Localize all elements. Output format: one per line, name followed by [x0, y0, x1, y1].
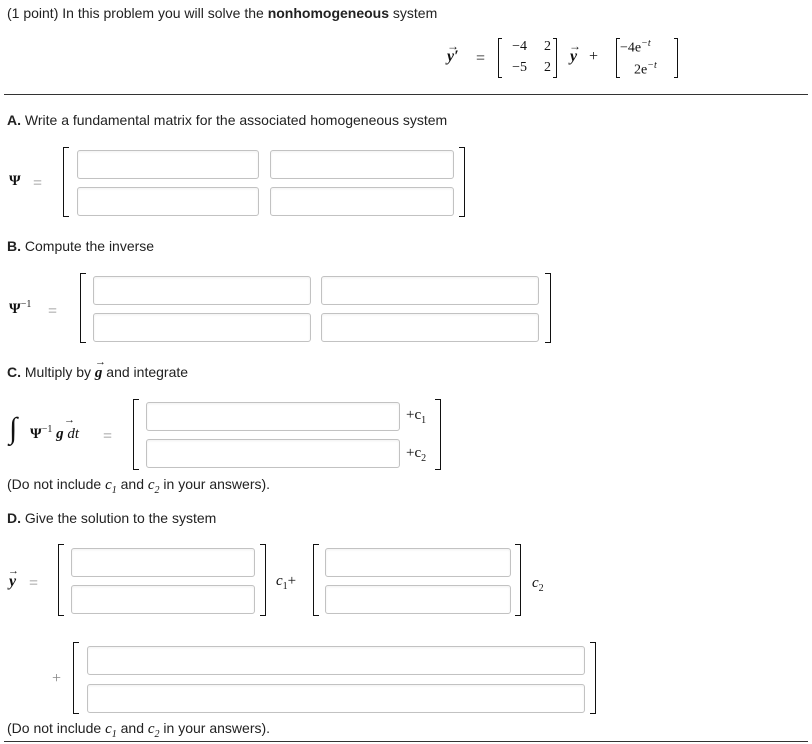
intro-text: In this problem you will solve the	[58, 5, 268, 21]
integral-entry-2[interactable]	[146, 439, 400, 468]
matrix-right-bracket	[545, 273, 551, 343]
matrix-right-bracket	[260, 544, 266, 616]
matrix-right-bracket	[515, 544, 521, 616]
system-equation	[0, 0, 812, 90]
psi-symbol: Ψ	[9, 173, 21, 189]
psi-entry-1-2[interactable]	[270, 150, 454, 179]
part-d-note: (Do not include $c_1$ and $c_2$ in your answers).	[7, 720, 271, 740]
matrix-right-bracket	[590, 642, 596, 714]
y-vector-symbol: y′	[447, 48, 459, 65]
equals-sign: =	[103, 428, 113, 445]
intro-bold: nonhomogeneous	[267, 5, 390, 21]
g-entry: $2e^{-t}$	[634, 60, 657, 78]
c2-coefficient: $c_2$	[532, 575, 544, 594]
matrix-left-bracket	[63, 147, 69, 217]
integral-entry-1[interactable]	[146, 402, 400, 431]
g-entry: $-4e^{-t}$	[620, 38, 651, 56]
points-label: (1 point)	[7, 5, 59, 21]
psi-entry-1-1[interactable]	[77, 150, 259, 179]
integral-sign: ∫	[9, 412, 18, 445]
psi-inv-entry-1-2[interactable]	[321, 276, 539, 305]
plus-sign: +	[52, 670, 62, 687]
matrix-cell: −5	[512, 60, 527, 75]
equals-sign: =	[33, 175, 43, 192]
g-vector-right-bracket	[674, 38, 678, 78]
vector-arrow: →	[447, 39, 459, 53]
particular-entry-2[interactable]	[87, 684, 585, 713]
psi-inverse-symbol: $\Psi^{-1}$	[9, 299, 32, 317]
part-c-note: (Do not include $c_1$ and $c_2$ in your answers).	[7, 476, 271, 496]
coef-matrix-right-bracket	[553, 38, 557, 78]
matrix-left-bracket	[58, 544, 64, 616]
c1-term: $+c_1$	[406, 407, 427, 426]
equals-sign: =	[29, 575, 39, 592]
vector-arrow: →	[569, 39, 581, 53]
part-d-title: D. Give the solution to the system	[7, 510, 217, 526]
matrix-cell: 2	[544, 39, 551, 54]
divider	[4, 94, 808, 95]
solution-vec2-entry-1[interactable]	[325, 548, 511, 577]
matrix-right-bracket	[459, 147, 465, 217]
vector-arrow: →	[8, 565, 19, 577]
matrix-left-bracket	[73, 642, 79, 714]
matrix-left-bracket	[80, 273, 86, 343]
c1-coefficient: $c_1+$	[276, 573, 297, 592]
solution-vec1-entry-1[interactable]	[71, 548, 255, 577]
psi-entry-2-2[interactable]	[270, 187, 454, 216]
vector-arrow: →	[95, 356, 106, 368]
psi-inv-entry-1-1[interactable]	[93, 276, 311, 305]
matrix-left-bracket	[313, 544, 319, 616]
plus-sign: +	[589, 48, 599, 65]
psi-entry-2-1[interactable]	[77, 187, 259, 216]
solution-vec2-entry-2[interactable]	[325, 585, 511, 614]
psi-inv-entry-2-1[interactable]	[93, 313, 311, 342]
intro-tail: system	[389, 5, 438, 21]
equals-sign: =	[48, 303, 58, 320]
particular-entry-1[interactable]	[87, 646, 585, 675]
integrand: $\Psi^{-1}$ g dt	[30, 424, 80, 442]
part-a-title: A. Write a fundamental matrix for the associated homogeneous system	[7, 112, 448, 128]
part-c-title: C. Multiply by g and integrate	[7, 364, 189, 381]
matrix-left-bracket	[133, 399, 139, 470]
equals-sign: =	[476, 50, 486, 67]
vector-arrow: →	[64, 414, 75, 426]
psi-inv-entry-2-2[interactable]	[321, 313, 539, 342]
divider	[4, 741, 808, 742]
c2-term: $+c_2$	[406, 445, 427, 464]
part-b-title: B. Compute the inverse	[7, 238, 155, 254]
matrix-cell: −4	[512, 39, 527, 54]
matrix-right-bracket	[435, 399, 441, 470]
coef-matrix-left-bracket	[498, 38, 502, 78]
y-vector-var: y	[570, 48, 578, 65]
matrix-cell: 2	[544, 60, 551, 75]
y-vector-symbol: y	[9, 573, 17, 590]
solution-vec1-entry-2[interactable]	[71, 585, 255, 614]
